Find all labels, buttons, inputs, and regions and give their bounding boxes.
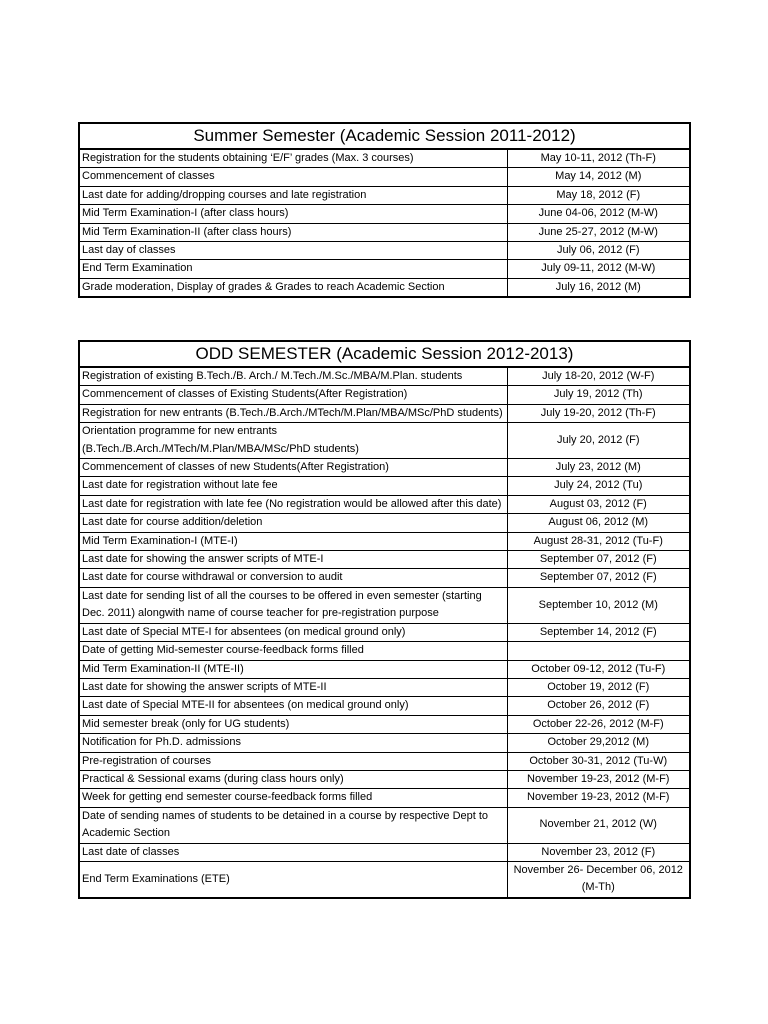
table-row: [79, 807, 690, 843]
date-cell: [507, 642, 690, 660]
date-cell: October 22-26, 2012 (M-F): [507, 715, 690, 733]
date-cell: July 06, 2012 (F): [507, 242, 690, 260]
table-row: [79, 386, 690, 404]
date-cell: July 16, 2012 (M): [507, 278, 690, 297]
event-cell: Mid semester break (only for UG students): [79, 715, 507, 733]
table-row: [79, 861, 690, 897]
event-cell: Last date for course addition/deletion: [79, 514, 507, 532]
table-row: [79, 260, 690, 278]
date-cell: October 29,2012 (M): [507, 734, 690, 752]
table-row: [79, 697, 690, 715]
event-cell: Grade moderation, Display of grades & Grades to reach Academic Section: [79, 278, 507, 297]
event-cell: Registration of existing B.Tech./B. Arch./ M.Tech./M.Sc./MBA/M.Plan. students: [79, 367, 507, 386]
date-cell: September 14, 2012 (F): [507, 623, 690, 641]
table-header-row: [79, 123, 690, 149]
event-cell: Notification for Ph.D. admissions: [79, 734, 507, 752]
odd-semester-table: [78, 340, 691, 899]
event-cell: Last date of classes: [79, 843, 507, 861]
table-row: [79, 752, 690, 770]
event-cell: Last date for registration without late fee: [79, 477, 507, 495]
event-cell: Last date for showing the answer scripts of MTE-II: [79, 678, 507, 696]
event-cell: Mid Term Examination-I (after class hours): [79, 205, 507, 223]
event-cell: Last date of Special MTE-I for absentees (on medical ground only): [79, 623, 507, 641]
date-cell: May 14, 2012 (M): [507, 168, 690, 186]
table-row: [79, 642, 690, 660]
table-row: [79, 789, 690, 807]
date-cell: May 10-11, 2012 (Th-F): [507, 149, 690, 168]
date-cell: July 18-20, 2012 (W-F): [507, 367, 690, 386]
table-row: [79, 186, 690, 204]
table-row: [79, 278, 690, 297]
table-row: [79, 660, 690, 678]
date-cell: June 25-27, 2012 (M-W): [507, 223, 690, 241]
table-row: [79, 149, 690, 168]
date-cell: August 06, 2012 (M): [507, 514, 690, 532]
event-cell: End Term Examination: [79, 260, 507, 278]
date-cell: June 04-06, 2012 (M-W): [507, 205, 690, 223]
date-cell: November 23, 2012 (F): [507, 843, 690, 861]
event-cell: Date of getting Mid-semester course-feedback forms filled: [79, 642, 507, 660]
table-row: [79, 168, 690, 186]
date-cell: July 20, 2012 (F): [507, 423, 690, 459]
event-cell: Commencement of classes of new Students(After Registration): [79, 459, 507, 477]
event-cell: Registration for new entrants (B.Tech./B.Arch./MTech/M.Plan/MBA/MSc/PhD students): [79, 404, 507, 422]
date-cell: October 30-31, 2012 (Tu-W): [507, 752, 690, 770]
date-cell: August 03, 2012 (F): [507, 495, 690, 513]
event-cell: Commencement of classes of Existing Students(After Registration): [79, 386, 507, 404]
event-cell: Commencement of classes: [79, 168, 507, 186]
event-cell: Last date for course withdrawal or conversion to audit: [79, 569, 507, 587]
summer-semester-table: [78, 122, 691, 298]
event-cell: Last date for registration with late fee (No registration would be allowed after this date): [79, 495, 507, 513]
date-cell: September 07, 2012 (F): [507, 569, 690, 587]
date-cell: September 10, 2012 (M): [507, 587, 690, 623]
odd-semester-title: ODD SEMESTER (Academic Session 2012-2013): [79, 341, 690, 367]
table-row: [79, 423, 690, 459]
event-cell: Week for getting end semester course-feedback forms filled: [79, 789, 507, 807]
table-header-row: [79, 341, 690, 367]
table-row: [79, 843, 690, 861]
table-row: [79, 404, 690, 422]
table-row: [79, 223, 690, 241]
date-cell: November 19-23, 2012 (M-F): [507, 770, 690, 788]
table-row: [79, 205, 690, 223]
date-cell: October 19, 2012 (F): [507, 678, 690, 696]
table-row: [79, 770, 690, 788]
table-row: [79, 734, 690, 752]
table-row: [79, 587, 690, 623]
event-cell: End Term Examinations (ETE): [79, 861, 507, 897]
table-row: [79, 569, 690, 587]
date-cell: July 24, 2012 (Tu): [507, 477, 690, 495]
date-cell: October 09-12, 2012 (Tu-F): [507, 660, 690, 678]
date-cell: May 18, 2012 (F): [507, 186, 690, 204]
event-cell: Last date for sending list of all the courses to be offered in even semester (starting Dec. 2011) alongwith name of course teacher for pre-registration purpose: [79, 587, 507, 623]
table-row: [79, 495, 690, 513]
event-cell: Last date for adding/dropping courses and late registration: [79, 186, 507, 204]
event-cell: Mid Term Examination-II (MTE-II): [79, 660, 507, 678]
date-cell: August 28-31, 2012 (Tu-F): [507, 532, 690, 550]
date-cell: November 19-23, 2012 (M-F): [507, 789, 690, 807]
event-cell: Date of sending names of students to be detained in a course by respective Dept to Academic Section: [79, 807, 507, 843]
date-cell: July 09-11, 2012 (M-W): [507, 260, 690, 278]
date-cell: September 07, 2012 (F): [507, 551, 690, 569]
table-row: [79, 551, 690, 569]
event-cell: Pre-registration of courses: [79, 752, 507, 770]
date-cell: November 26- December 06, 2012 (M-Th): [507, 861, 690, 897]
event-cell: Registration for the students obtaining ‘E/F’ grades (Max. 3 courses): [79, 149, 507, 168]
table-row: [79, 678, 690, 696]
table-row: [79, 367, 690, 386]
date-cell: October 26, 2012 (F): [507, 697, 690, 715]
date-cell: July 19-20, 2012 (Th-F): [507, 404, 690, 422]
event-cell: Last date of Special MTE-II for absentees (on medical ground only): [79, 697, 507, 715]
event-cell: Last date for showing the answer scripts of MTE-I: [79, 551, 507, 569]
table-row: [79, 514, 690, 532]
table-row: [79, 532, 690, 550]
date-cell: November 21, 2012 (W): [507, 807, 690, 843]
event-cell: Mid Term Examination-II (after class hours): [79, 223, 507, 241]
event-cell: Practical & Sessional exams (during class hours only): [79, 770, 507, 788]
table-row: [79, 459, 690, 477]
table-row: [79, 242, 690, 260]
table-row: [79, 623, 690, 641]
event-cell: Mid Term Examination-I (MTE-I): [79, 532, 507, 550]
date-cell: July 23, 2012 (M): [507, 459, 690, 477]
table-row: [79, 477, 690, 495]
date-cell: July 19, 2012 (Th): [507, 386, 690, 404]
table-row: [79, 715, 690, 733]
event-cell: Orientation programme for new entrants (B.Tech./B.Arch./MTech/M.Plan/MBA/MSc/PhD students): [79, 423, 507, 459]
event-cell: Last day of classes: [79, 242, 507, 260]
summer-semester-title: Summer Semester (Academic Session 2011-2012): [79, 123, 690, 149]
